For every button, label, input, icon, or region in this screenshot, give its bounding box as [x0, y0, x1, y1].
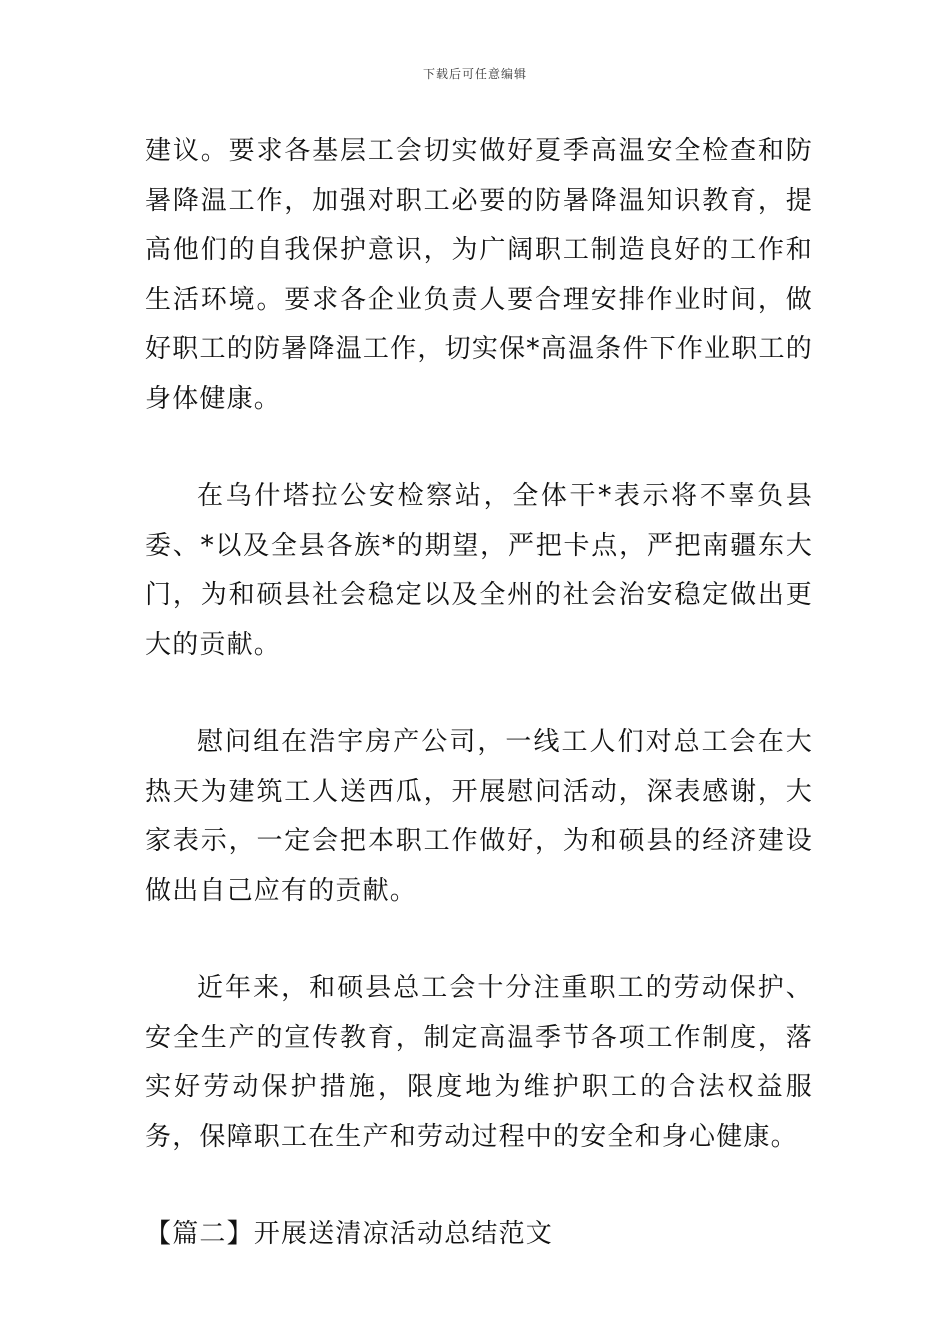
paragraph-continuation: 建议。要求各基层工会切实做好夏季高温安全检查和防暑降温工作，加强对职工必要的防暑降温知识教育，提高他们的自我保护意识，为广阔职工制造良好的工作和生活环境。要求各企业负责人要合理安排作业时间，做好职工的防暑降温工作，切实保*高温条件下作业职工的身体健康。 — [145, 136, 813, 414]
document-body — [145, 127, 813, 1260]
paragraph-checkpoint: 在乌什塔拉公安检察站，全体干*表示将不辜负县委、*以及全县各族*的期望，严把卡点，严把南疆东大门，为和硕县社会稳定以及全州的社会治安稳定做出更大的贡献。 — [145, 481, 813, 660]
section-heading: 【篇二】开展送清凉活动总结范文 — [145, 1219, 554, 1249]
paragraph-workers: 慰问组在浩宇房产公司，一线工人们对总工会在大热天为建筑工人送西瓜，开展慰问活动，深表感谢，大家表示，一定会把本职工作做好，为和硕县的经济建设做出自己应有的贡献。 — [145, 727, 813, 906]
header-note: 下载后可任意编辑 — [422, 67, 527, 81]
paragraph-union: 近年来，和硕县总工会十分注重职工的劳动保护、安全生产的宣传教育，制定高温季节各项工作制度，落实好劳动保护措施，限度地为维护职工的合法权益服务，保障职工在生产和劳动过程中的安全和身心健康。 — [145, 973, 813, 1152]
